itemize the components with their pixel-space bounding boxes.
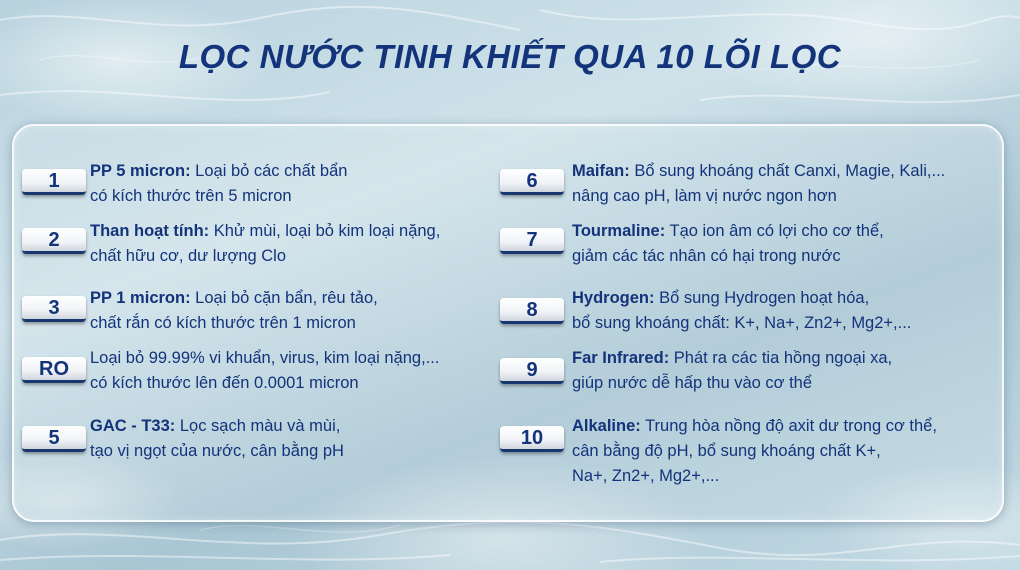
filter-desc-line2: nâng cao pH, làm vị nước ngon hơn	[572, 187, 837, 205]
filter-number-badge: 5	[22, 426, 86, 452]
filter-name: Far Infrared:	[572, 349, 670, 367]
filter-description	[572, 346, 892, 396]
filter-name: PP 1 micron:	[90, 289, 191, 307]
filter-desc-line2: có kích thước trên 5 micron	[90, 187, 292, 205]
filter-description	[572, 159, 945, 209]
filter-desc-line2: giảm các tác nhân có hại trong nước	[572, 247, 841, 265]
filter-description	[90, 159, 347, 209]
filter-description	[90, 219, 440, 269]
filter-desc-line1: Loại bỏ các chất bẩn	[190, 162, 348, 180]
filter-desc-line3: Na+, Zn2+, Mg2+,...	[572, 467, 720, 485]
filter-description	[90, 414, 344, 464]
filter-number-badge: 7	[500, 228, 564, 254]
filter-desc-line2: cân bằng độ pH, bổ sung khoáng chất K+,	[572, 442, 881, 460]
filter-desc-line1: Bổ sung khoáng chất Canxi, Magie, Kali,...	[629, 162, 946, 180]
filter-desc-line1: Loại bỏ 99.99% vi khuẩn, virus, kim loại nặng,...	[90, 349, 440, 367]
filter-number-badge: 1	[22, 169, 86, 195]
filter-desc-line1: Khử mùi, loại bỏ kim loại nặng,	[209, 222, 441, 240]
filter-desc-line1: Bổ sung Hydrogen hoạt hóa,	[654, 289, 870, 307]
filter-name: PP 5 micron:	[90, 162, 191, 180]
filter-desc-line2: tạo vị ngọt của nước, cân bằng pH	[90, 442, 344, 460]
filter-number-badge: 3	[22, 296, 86, 322]
filter-description	[90, 286, 378, 336]
filter-name: Tourmaline:	[572, 222, 666, 240]
filter-description	[572, 414, 937, 489]
filter-desc-line1: Lọc sạch màu và mùi,	[175, 417, 341, 435]
filter-desc-line2: có kích thước lên đến 0.0001 micron	[90, 374, 359, 392]
filter-desc-line2: chất hữu cơ, dư lượng Clo	[90, 247, 287, 265]
filter-number-badge: 8	[500, 298, 564, 324]
filter-desc-line1: Loại bỏ cặn bẩn, rêu tảo,	[190, 289, 378, 307]
filter-desc-line2: bổ sung khoáng chất: K+, Na+, Zn2+, Mg2+,...	[572, 314, 912, 332]
filter-name: GAC - T33:	[90, 417, 176, 435]
filter-number-badge: 9	[500, 358, 564, 384]
filter-number-badge: 2	[22, 228, 86, 254]
filter-desc-line1: Phát ra các tia hồng ngoại xa,	[669, 349, 893, 367]
filter-name: Alkaline:	[572, 417, 641, 435]
filter-name: Maifan:	[572, 162, 630, 180]
filter-desc-line1: Tạo ion âm có lợi cho cơ thể,	[665, 222, 884, 240]
filter-number-badge: 10	[500, 426, 564, 452]
filter-list-panel	[12, 124, 1004, 522]
filter-name: Than hoạt tính:	[90, 222, 210, 240]
filter-description	[572, 219, 884, 269]
filter-desc-line2: giúp nước dễ hấp thu vào cơ thể	[572, 374, 813, 392]
filter-number-badge: 6	[500, 169, 564, 195]
filter-name: Hydrogen:	[572, 289, 655, 307]
filter-description	[572, 286, 911, 336]
filter-desc-line2: chất rắn có kích thước trên 1 micron	[90, 314, 356, 332]
filter-description	[90, 346, 439, 396]
filter-desc-line1: Trung hòa nồng độ axit dư trong cơ thể,	[640, 417, 937, 435]
page-title: LỌC NƯỚC TINH KHIẾT QUA 10 LÕI LỌC	[178, 38, 842, 75]
filter-number-badge: RO	[22, 357, 86, 383]
